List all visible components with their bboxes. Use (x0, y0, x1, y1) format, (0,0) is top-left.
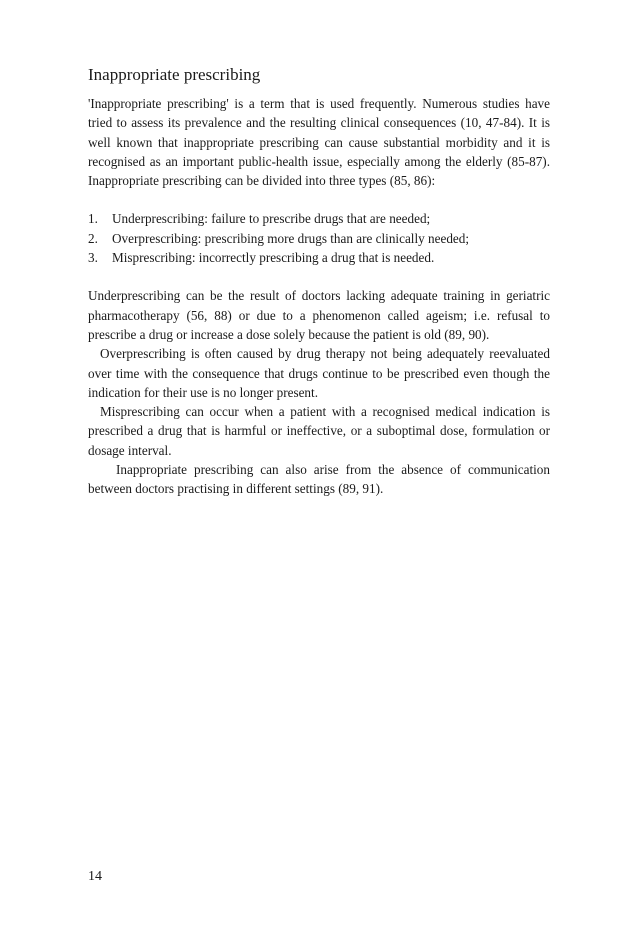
list-item-number: 2. (88, 230, 98, 246)
list-item (88, 248, 550, 267)
list-item (88, 229, 550, 248)
page-number: 14 (88, 869, 102, 884)
spacer (88, 190, 550, 209)
page-content (88, 64, 550, 499)
underprescribing-paragraph: Underprescribing can be the result of doctors lacking adequate training in geriatric pharmacotherapy (56, 88) or due to a phenomenon called ageism; i.e. refusal to prescribe a drug or increase a dose solely because the patient is old (89, 90). (88, 288, 550, 342)
intro-paragraph: 'Inappropriate prescribing' is a term that is used frequently. Numerous studies have tried to assess its prevalence and the resulting clinical consequences (10, 47-84). It is well known that inappropriate prescribing can cause substantial morbidity and it is recognised as an important public-health issue, especially among the elderly (85-87). Inappropriate prescribing can be divided into three types (85, 86): (88, 96, 550, 189)
list-item-text: Overprescribing: prescribing more drugs than are clinically needed; (112, 230, 470, 246)
list-item-number: 3. (88, 250, 98, 266)
misprescribing-paragraph: Misprescribing can occur when a patient with a recognised medical indication is prescribed a drug that is harmful or ineffective, or a suboptimal dose, formulation or dosage interval. (88, 404, 550, 458)
spacer (88, 267, 550, 286)
list-item-text: Misprescribing: incorrectly prescribing a drug that is needed. (112, 250, 435, 266)
prescribing-types-list (88, 209, 550, 267)
communication-paragraph: Inappropriate prescribing can also arise from the absence of communication between doctors practising in different settings (89, 91). (88, 462, 550, 497)
list-item-number: 1. (88, 211, 98, 227)
overprescribing-paragraph: Overprescribing is often caused by drug therapy not being adequately reevaluated over time with the consequence that drugs continue to be prescribed even though the indication for their use is no longer present. (88, 346, 550, 400)
section-heading: Inappropriate prescribing (88, 65, 261, 84)
list-item (88, 209, 550, 228)
list-item-text: Underprescribing: failure to prescribe drugs that are needed; (112, 211, 431, 227)
